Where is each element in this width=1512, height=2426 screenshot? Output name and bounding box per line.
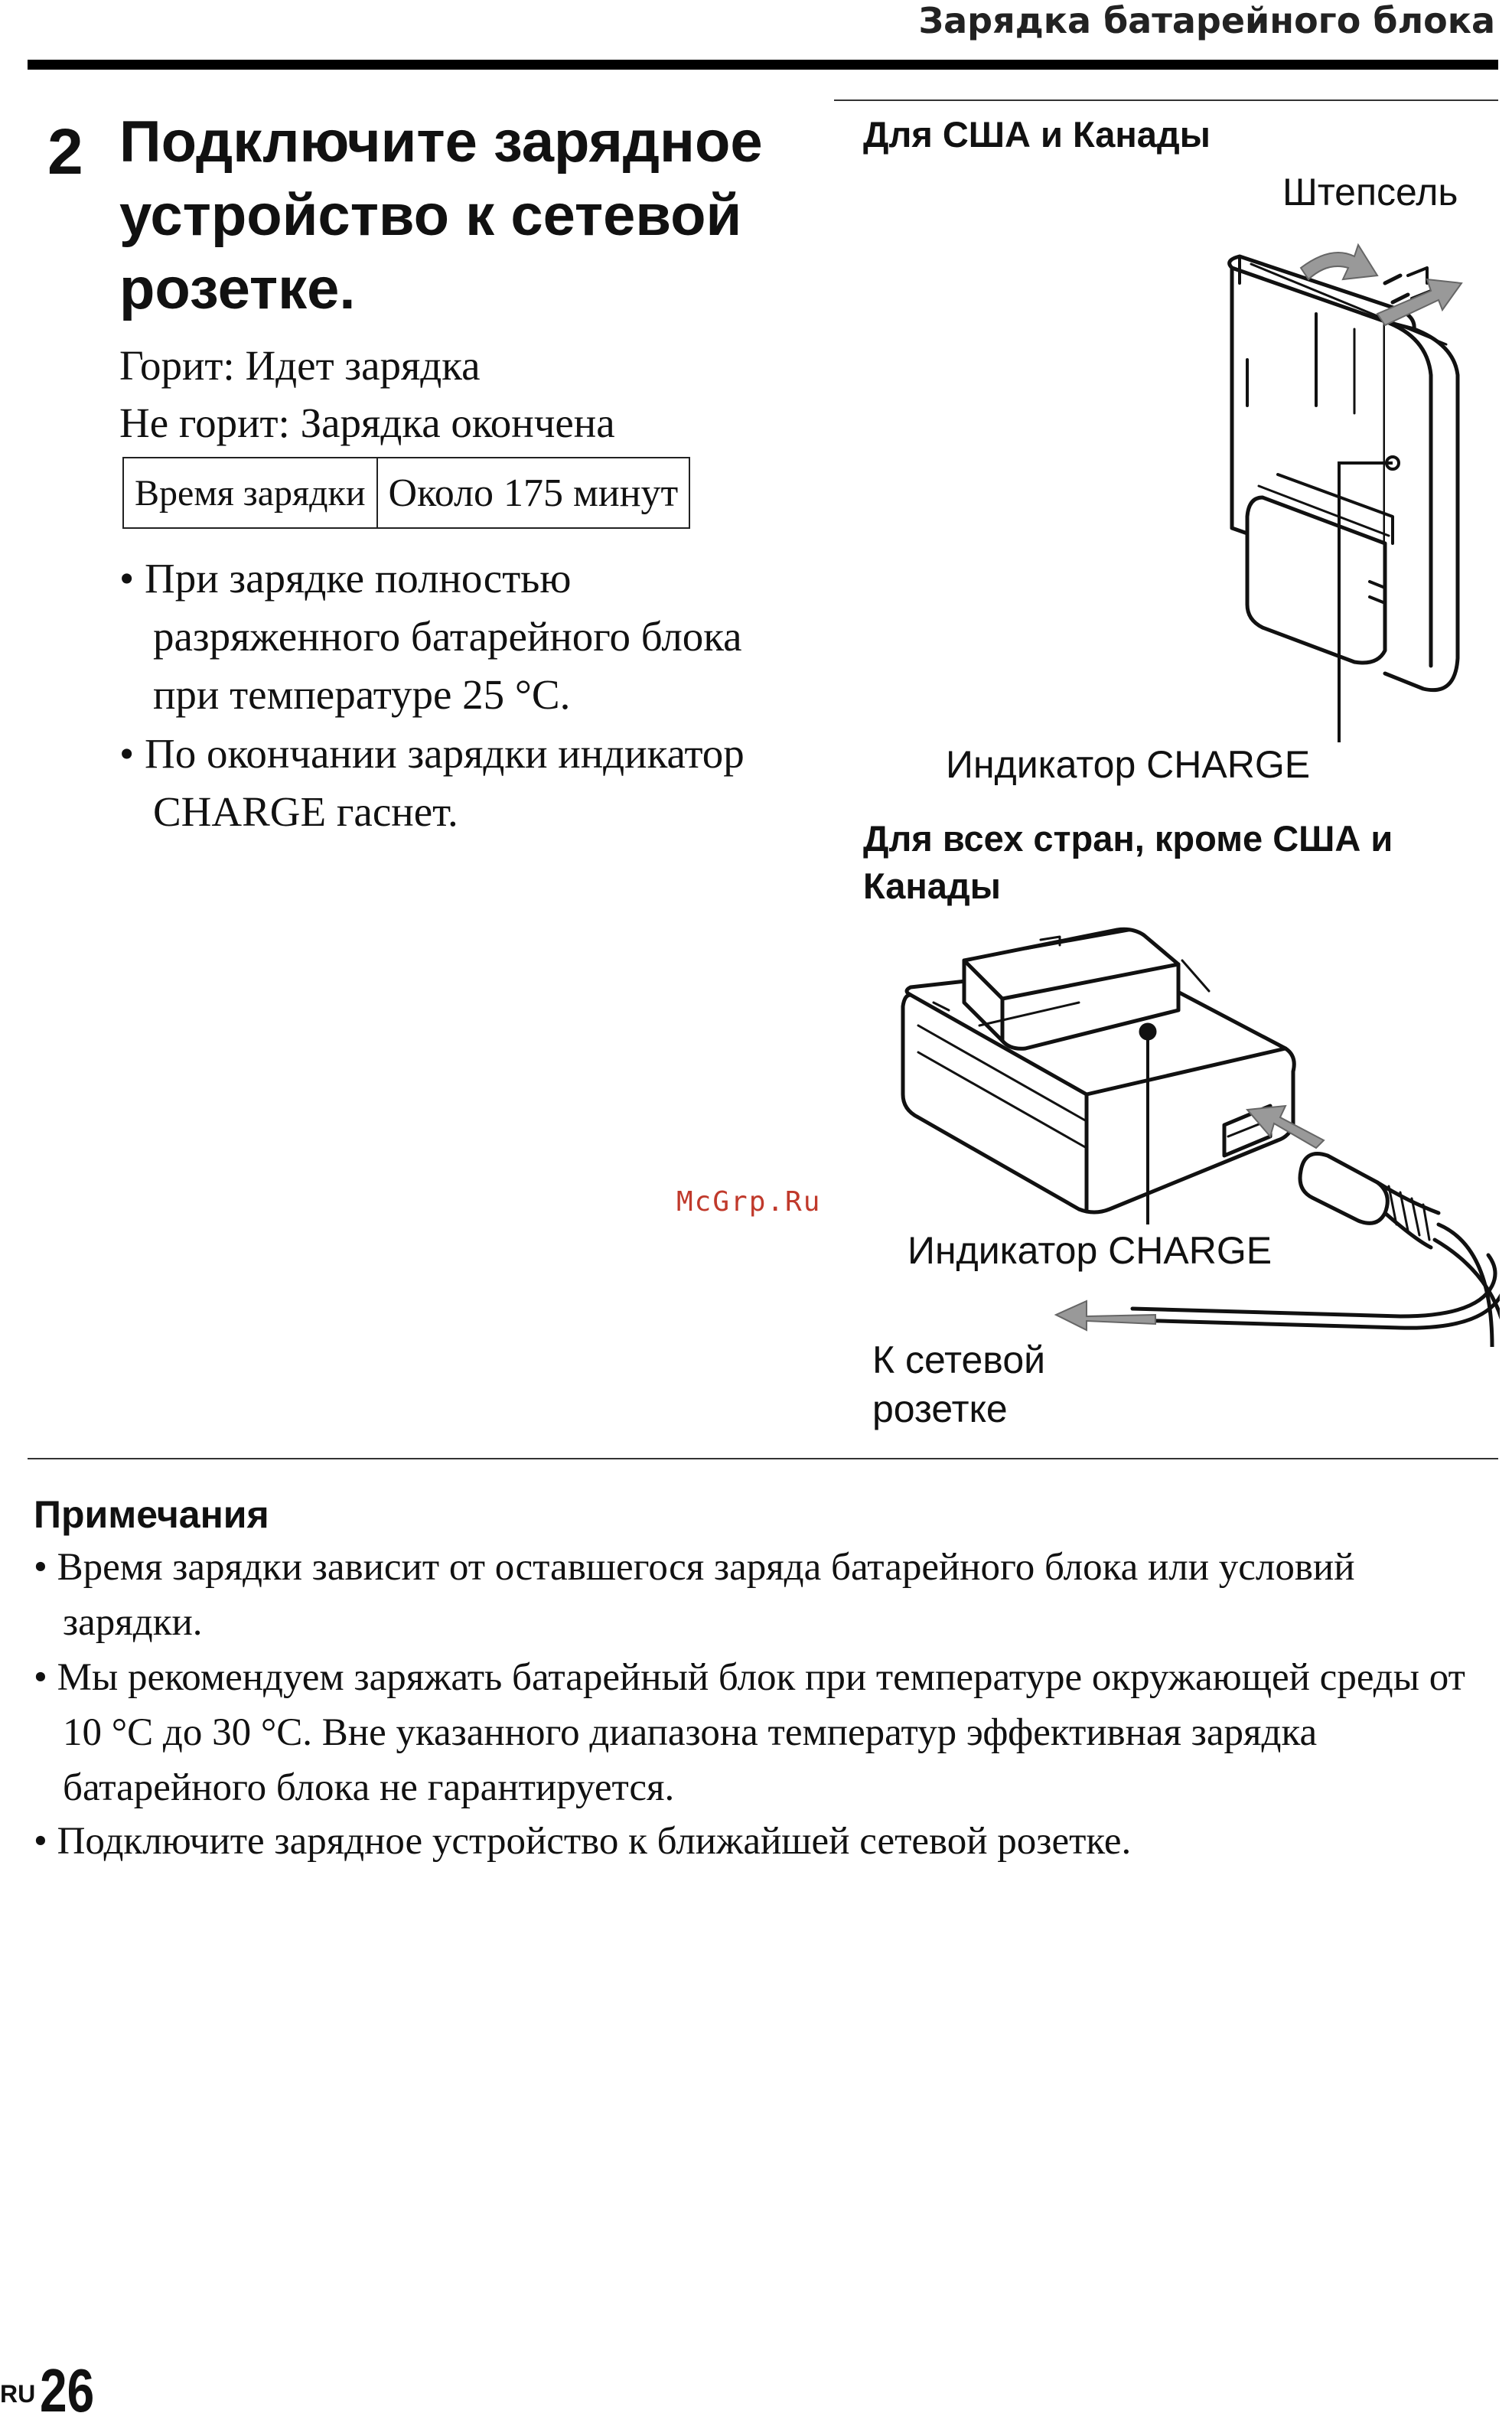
page-language-code: RU (0, 2380, 36, 2408)
charge-indicator-label-usa: Индикатор CHARGE (946, 743, 1311, 786)
table-row (123, 458, 689, 528)
charge-indicator-label-other: Индикатор CHARGE (908, 1229, 1272, 1272)
charging-time-label: Время зарядки (123, 458, 377, 528)
figure-other-heading: Для всех стран, кроме США и Канады (863, 818, 1393, 906)
status-off-text: Не горит: Зарядка окончена (119, 399, 615, 446)
outlet-label-line-2: розетке (872, 1387, 1008, 1430)
step-title: Подключите зарядное устройство к сетевой розетке. (119, 109, 763, 321)
note-item: • Подключите зарядное устройство к ближайшей сетевой розетке. (34, 1820, 1132, 1863)
curved-arrow-icon (1301, 245, 1377, 279)
outlet-label (872, 1335, 1045, 1433)
charging-time-value: Около 175 минут (377, 458, 690, 528)
note-item: • Время зарядки зависит от оставшегося заряда батарейного блока или условий зарядки. (34, 1546, 1355, 1644)
section-rule (28, 1458, 1498, 1459)
step-number: 2 (47, 116, 83, 187)
charging-time-table (122, 457, 690, 529)
outlet-label-line-1: К сетевой (872, 1339, 1046, 1381)
status-on-text: Горит: Идет зарядка (119, 342, 481, 389)
to-outlet-arrow-icon (1056, 1301, 1155, 1330)
page-number: 26 (40, 2356, 95, 2424)
plug-label: Штепсель (1282, 171, 1458, 214)
charger-usa-illustration (1125, 222, 1484, 742)
watermark: McGrp.Ru (676, 1186, 822, 1218)
header-rule (28, 60, 1498, 70)
figure-usa-heading: Для США и Канады (863, 114, 1211, 155)
bullet-full-discharge: • При зарядке полностью разряженного батарейного блока при температуре 25 °C. (119, 555, 742, 718)
note-item: • Мы рекомендуем заряжать батарейный блок при температуре окружающей среды от 10 °C до 30 °C. Вне указанного диапазона температур эффективная зарядка батарейного блока не гарантируется. (34, 1656, 1465, 1809)
running-header: Зарядка батарейного блока (918, 0, 1495, 41)
header-thin-rule (834, 99, 1498, 101)
notes-heading: Примечания (34, 1493, 269, 1536)
pull-arrow-icon (1377, 279, 1461, 325)
bullet-charge-off: • По окончании зарядки индикатор CHARGE гаснет. (119, 730, 745, 835)
